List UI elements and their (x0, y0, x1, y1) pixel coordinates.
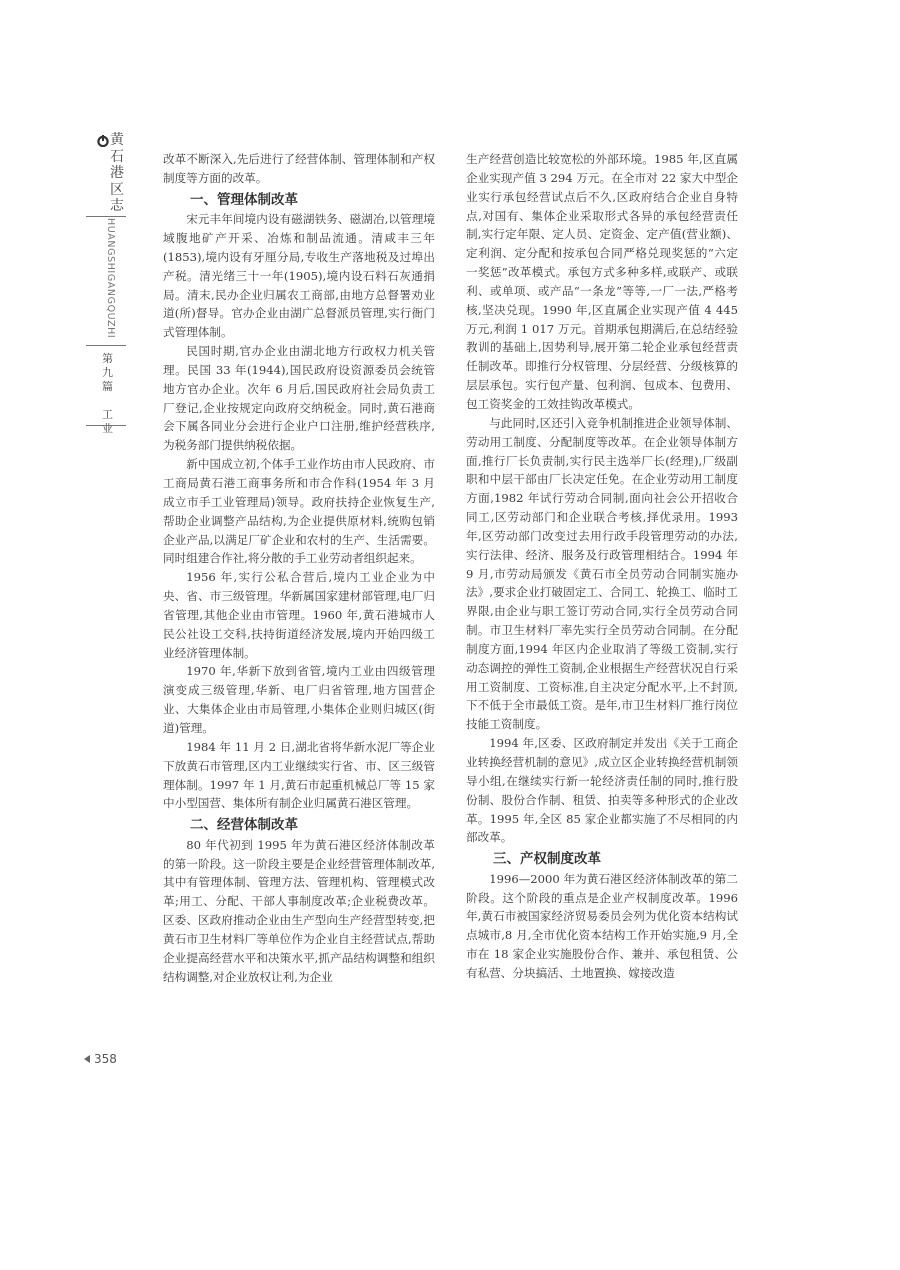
part-label (102, 352, 118, 436)
paragraph: 80 年代初到 1995 年为黄石港区经济体制改革的第一阶段。这一阶段主要是企业经营管理体制改革,其中有管理体制、管理方法、管理机构、管理模式改革;用工、分配、干部人事制度改革;企业税费改革。区委、区政府推动企业由生产型向生产经营型转变,把黄石市卫生材料厂等单位作为企业自主经营试点,帮助企业提高经营水平和决策水平,抓产品结构调整和组织结构调整,对企业放权让利,为企业 (163, 837, 435, 984)
section-heading: 一、管理体制改革 (190, 191, 298, 208)
paragraph: 新中国成立初,个体手工业作坊由市人民政府、市工商局黄石港工商事务所和市合作科(1954 年 3 月成立市手工业管理局)领导。政府扶持企业恢复生产,帮助企业调整产品结构,为企业提供原材料,统购包销企业产品,以满足厂矿企业和农村的生产、生活需要。同时组建合作社,将分散的手工业劳动者组织起来。 (163, 457, 435, 566)
part-number: 第九篇 (102, 352, 113, 393)
sidebar-divider (86, 345, 126, 346)
part-title: 工业 (102, 408, 113, 435)
paragraph: 民国时期,官办企业由湖北地方行政权力机关管理。民国 33 年(1944),国民政府设资源委员会统管地方官办企业。次年 6 月后,国民政府社会局负责工厂登记,企业按规定向政府交纳税金。同时,黄石港商会下属各同业分会进行企业户口注册,维护经营秩序,为税务部门提供纳税依据。 (163, 344, 435, 453)
paragraph: 生产经营创造比较宽松的外部环境。1985 年,区直属企业实现产值 3 294 万元。在全市对 22 家大中型企业实行承包经营试点后不久,区政府结合企业自身特点,对国有、集体企业采取形式各异的承包经营责任制,实行定年限、定人员、定资金、定产值(营业额)、定利润、定分配和按承包合同严格兑现奖惩的“六定一奖惩”改革模式。承包方式多种多样,或联产、或联利、或单项、或产品“一条龙”等等,一厂一法,严格考核,坚决兑现。1990 年,区直属企业实现产值 4 445 万元,利润 1 017 万元。首期承包期满后,在总结经验教训的基础上,因势利导,展开第二轮企业承包经营责任制改革。即推行分权管理、分层经营、分级核算的层层承包。实行包产量、包利润、包成本、包费用、包工资奖金的工效挂钩改革模式。 (466, 152, 738, 411)
right-column (466, 150, 738, 983)
power-circle-icon (97, 135, 109, 147)
page-number (84, 1052, 117, 1066)
page-number-text: 358 (94, 1052, 117, 1066)
sidebar-divider (86, 216, 126, 217)
sidebar-divider (86, 425, 126, 426)
section-heading: 三、产权制度改革 (493, 851, 601, 868)
paragraph: 1994 年,区委、区政府制定并发出《关于工商企业转换经营机制的意见》,成立区企业转换经营机制领导小组,在继续实行新一轮经济责任制的同时,推行股份制、股份合作制、租赁、拍卖等多种形式的企业改革。1995 年,全区 85 家企业都实施了不尽相同的内部改革。 (466, 736, 738, 845)
paragraph: 1984 年 11 月 2 日,湖北省将华新水泥厂等企业下放黄石市管理,区内工业继续实行省、市、区三级管理体制。1997 年 1 月,黄石市起重机械总厂等 15 家中小型国营、集体所有制企业归属黄石港区管理。 (163, 739, 435, 811)
paragraph: 1996—2000 年为黄石港区经济体制改革的第二阶段。这个阶段的重点是企业产权制度改革。1996 年,黄石市被国家经济贸易委员会列为优化资本结构试点城市,8 月,全市优化资本结构工作开始实施,9 月,全市在 18 家企业实施股份合作、兼并、承包租赁、公有私营、分块搞活、土地置换、嫁接改造 (466, 871, 738, 980)
left-column (163, 150, 435, 986)
book-title-pinyin: HUANGSHIGANGQUZHI (105, 218, 116, 339)
paragraph: 1956 年,实行公私合营后,境内工业企业为中央、省、市三级管理。华新属国家建材部管理,电厂归省管理,其他企业由市管理。1960 年,黄石港城市人民公社设工交科,扶持街道经济发展,境内开始四级工业经济管理体制。 (163, 570, 435, 660)
paragraph: 宋元丰年间境内设有磁湖铁务、磁湖冶,以管理境域腹地矿产开采、冶炼和制品流通。清咸丰三年(1853),境内设有牙厘分局,专收生产落地税及过埠出产税。清光绪三十一年(1905),境内设石料石灰通捐局。清末,民办企业归属农工商部,由地方总督署劝业道(所)督导。官办企业由湖广总督派员管理,实行衙门式管理体制。 (163, 212, 435, 340)
paragraph: 1970 年,华新下放到省管,境内工业由四级管理演变成三级管理,华新、电厂归省管理,地方国营企业、大集体企业由市局管理,小集体企业则归城区(街道)管理。 (163, 664, 435, 735)
paragraph: 改革不断深入,先后进行了经营体制、管理体制和产权制度等方面的改革。 (163, 152, 435, 185)
paragraph: 与此同时,区还引入竞争机制推进企业领导体制、劳动用工制度、分配制度等改革。在企业领导体制方面,推行厂长负责制,实行民主选举厂长(经理),厂级副职和中层干部由厂长决定任免。在企业劳动用工制度方面,1982 年试行劳动合同制,面向社会公开招收合同工,区劳动部门和企业联合考核,择优录用。1993 年,区劳动部门改变过去用行政手段管理劳动的办法,实行法律、经济、服务及行政管理相结合。1994 年 9 月,市劳动局颁发《黄石市全员劳动合同制实施办法》,要求企业打破固定工、合同工、轮换工、临时工界限,由企业与职工签订劳动合同,实行全员劳动合同制。市卫生材料厂率先实行全员劳动合同制。在分配制度方面,1994 年区内企业取消了等级工资制,实行动态调控的弹性工资制,企业根据生产经营状况自行采用工资制度、工资标准,自主决定分配水平,上不封顶,下不低于全市最低工资。是年,市卫生材料厂推行岗位技能工资制度。 (466, 415, 738, 732)
book-title: 黄石港区志 (110, 132, 124, 214)
section-heading: 二、经营体制改革 (190, 817, 298, 834)
triangle-left-icon (84, 1055, 90, 1063)
